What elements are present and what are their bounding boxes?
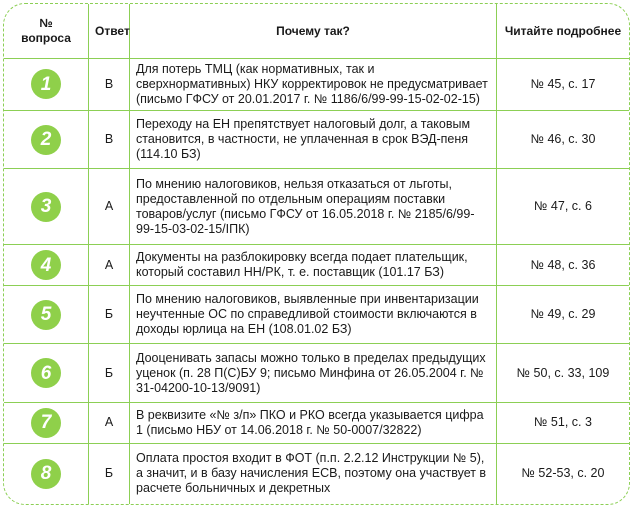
table-row xyxy=(4,344,629,402)
question-number-badge: 7 xyxy=(31,408,61,438)
answer-cell: А xyxy=(89,169,130,245)
read-more-cell: № 52-53, с. 20 xyxy=(497,443,630,504)
question-number-badge: 3 xyxy=(31,192,61,222)
question-number-cell xyxy=(4,59,89,111)
question-number-cell xyxy=(4,244,89,285)
answer-cell: Б xyxy=(89,286,130,344)
question-number-badge: 2 xyxy=(31,125,61,155)
explanation-cell: Документы на разблокировку всегда подает плательщик, который составил НН/РК, т. е. поставщик (101.17 БЗ) xyxy=(130,244,497,285)
read-more-cell: № 51, с. 3 xyxy=(497,402,630,443)
table-row xyxy=(4,59,629,111)
table-row xyxy=(4,244,629,285)
question-number-badge: 6 xyxy=(31,358,61,388)
question-number-badge: 5 xyxy=(31,300,61,330)
read-more-cell: № 48, с. 36 xyxy=(497,244,630,285)
question-number-cell xyxy=(4,443,89,504)
header-answer: Ответ xyxy=(89,4,130,59)
read-more-cell: № 50, с. 33, 109 xyxy=(497,344,630,402)
question-number-badge: 4 xyxy=(31,250,61,280)
explanation-cell: По мнению налоговиков, нельзя отказаться от льготы, предоставленной по отдельным операциям поставки товаров/услуг (письмо ГФСУ от 16.05.2018 г. № 2185/6/99-99-15-03-02-15/ІПК) xyxy=(130,169,497,245)
answer-cell: В xyxy=(89,110,130,168)
header-read-more: Читайте подробнее xyxy=(497,4,630,59)
explanation-cell: Оплата простоя входит в ФОТ (п.п. 2.2.12 Инструкции № 5), а значит, и в базу начисления ЕСВ, поэтому она участвует в расчете больничных и декретных xyxy=(130,443,497,504)
table-row xyxy=(4,169,629,245)
table-row xyxy=(4,443,629,504)
table-row xyxy=(4,402,629,443)
question-number-cell xyxy=(4,169,89,245)
answers-table-frame xyxy=(3,3,630,505)
answer-cell: А xyxy=(89,402,130,443)
read-more-cell: № 45, с. 17 xyxy=(497,59,630,111)
question-number-cell xyxy=(4,286,89,344)
explanation-cell: Переходу на ЕН препятствует налоговый долг, а таковым становится, в частности, не уплаченная в срок ВЭД-пеня (114.10 БЗ) xyxy=(130,110,497,168)
explanation-cell: По мнению налоговиков, выявленные при инвентаризации неучтенные ОС по справедливой стоимости включаются в доходы юрлица на ЕН (108.01.02 БЗ) xyxy=(130,286,497,344)
answers-table xyxy=(4,4,629,504)
header-why: Почему так? xyxy=(130,4,497,59)
explanation-cell: Для потерь ТМЦ (как нормативных, так и сверхнормативных) НКУ корректировок не предусматривает (письмо ГФСУ от 20.01.2017 г. № 1186/6/99-99-15-02-02-15) xyxy=(130,59,497,111)
table-row xyxy=(4,286,629,344)
explanation-cell: Дооценивать запасы можно только в пределах предыдущих уценок (п. 28 П(С)БУ 9; письмо Минфина от 26.05.2004 г. № 31-04200-10-13/9091) xyxy=(130,344,497,402)
read-more-cell: № 49, с. 29 xyxy=(497,286,630,344)
answer-cell: Б xyxy=(89,344,130,402)
question-number-cell xyxy=(4,344,89,402)
read-more-cell: № 47, с. 6 xyxy=(497,169,630,245)
table-header-row xyxy=(4,4,629,59)
answer-cell: Б xyxy=(89,443,130,504)
question-number-cell xyxy=(4,110,89,168)
answer-cell: А xyxy=(89,244,130,285)
answer-cell: В xyxy=(89,59,130,111)
header-question-number: № вопроса xyxy=(4,4,89,59)
question-number-badge: 1 xyxy=(31,69,61,99)
question-number-badge: 8 xyxy=(31,459,61,489)
table-row xyxy=(4,110,629,168)
question-number-cell xyxy=(4,402,89,443)
read-more-cell: № 46, с. 30 xyxy=(497,110,630,168)
explanation-cell: В реквизите «№ з/п» ПКО и РКО всегда указывается цифра 1 (письмо НБУ от 14.06.2018 г. № 50-0007/32822) xyxy=(130,402,497,443)
